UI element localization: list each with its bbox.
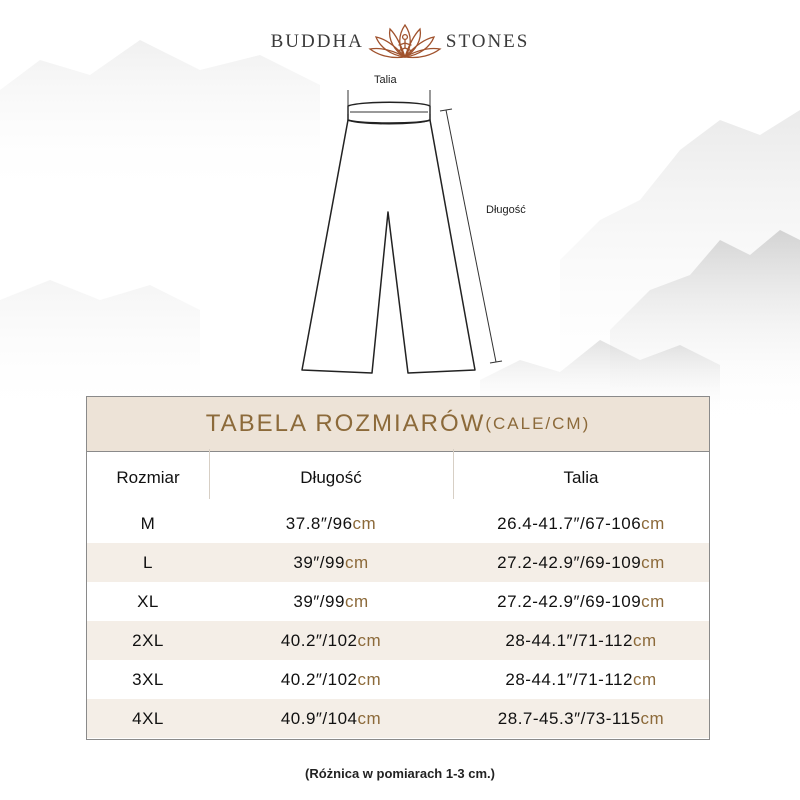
table-header-row [87, 452, 709, 504]
length-value: 37.8″/96 [285, 513, 353, 533]
table-row [87, 504, 709, 543]
size-table [86, 396, 710, 740]
table-title-unit: (CALE/CM) [485, 414, 591, 433]
waist-value: 28.7-45.3″/73-115 [497, 708, 641, 728]
unit-cm: cm [641, 552, 665, 572]
waist-value: 26.4-41.7″/67-106 [497, 513, 642, 533]
waist-label: Talia [374, 74, 397, 86]
length-label: Długość [486, 204, 526, 216]
length-cell [209, 670, 453, 690]
unit-cm: cm [632, 630, 657, 650]
unit-cm: cm [632, 669, 657, 689]
table-row [87, 621, 709, 660]
length-measure-line [440, 109, 502, 363]
table-title-text: TABELA ROZMIARÓW [205, 410, 486, 437]
length-value: 40.9″/104 [280, 708, 358, 728]
pants-outline [302, 120, 475, 373]
length-value: 40.2″/102 [280, 669, 358, 689]
waist-cell [453, 553, 709, 573]
brand-left-word: BUDDHA [270, 31, 364, 52]
length-cell [209, 514, 453, 534]
unit-cm: cm [640, 708, 665, 728]
header-waist: Talia [563, 468, 599, 487]
waist-value: 27.2-42.9″/69-109 [497, 552, 642, 572]
header-divider [453, 449, 454, 499]
unit-cm: cm [344, 552, 369, 572]
length-cell [209, 592, 453, 612]
waist-value: 27.2-42.9″/69-109 [497, 591, 642, 611]
length-cell [209, 553, 453, 573]
waist-cell [453, 592, 709, 612]
waist-value: 28-44.1″/71-112 [505, 630, 633, 650]
waist-cell [453, 514, 709, 534]
waist-cell [453, 670, 709, 690]
unit-cm: cm [357, 708, 382, 728]
waist-value: 28-44.1″/71-112 [505, 669, 633, 689]
size-cell: XL [137, 591, 159, 611]
brand-right-word: STONES [445, 31, 530, 52]
waistband-outline [348, 102, 430, 123]
header-divider [209, 449, 210, 499]
header-length: Długość [300, 468, 362, 487]
table-title [87, 397, 709, 452]
length-value: 40.2″/102 [280, 630, 358, 650]
header-size: Rozmiar [116, 468, 180, 487]
length-cell [209, 631, 453, 651]
table-row [87, 660, 709, 699]
length-value: 39″/99 [293, 591, 345, 611]
size-cell: 2XL [132, 630, 164, 650]
measurement-note: (Różnica w pomiarach 1-3 cm.) [305, 766, 495, 781]
size-cell: M [140, 513, 156, 533]
table-row [87, 699, 709, 738]
table-row [87, 543, 709, 582]
unit-cm: cm [344, 591, 369, 611]
size-cell: 4XL [132, 708, 164, 728]
length-value: 39″/99 [293, 552, 345, 572]
unit-cm: cm [352, 513, 377, 533]
length-cell [209, 709, 453, 729]
unit-cm: cm [357, 669, 382, 689]
size-cell: L [143, 552, 153, 572]
unit-cm: cm [641, 591, 665, 611]
table-row [87, 582, 709, 621]
unit-cm: cm [641, 513, 665, 533]
size-cell: 3XL [132, 669, 164, 689]
table-body [87, 504, 709, 738]
waist-cell [453, 631, 709, 651]
waist-cell [453, 709, 709, 729]
unit-cm: cm [357, 630, 382, 650]
